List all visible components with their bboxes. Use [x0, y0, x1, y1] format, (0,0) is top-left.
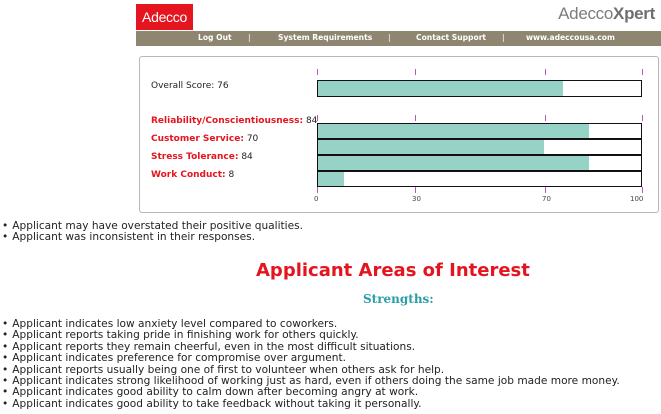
category-row — [151, 116, 317, 126]
category-label: Customer Service: — [151, 134, 244, 144]
scale-tick — [317, 187, 318, 193]
adecco-xpert-brand — [558, 4, 655, 24]
score-bar — [317, 123, 642, 139]
axis-tick-label: 100 — [630, 195, 644, 203]
strengths-list — [2, 319, 620, 410]
axis-tick-label: 0 — [314, 195, 319, 203]
validity-notes-list — [2, 221, 303, 244]
scale-tick — [642, 115, 643, 121]
top-nav-bar — [136, 31, 661, 46]
category-value: 70 — [246, 134, 259, 144]
category-row — [151, 170, 234, 180]
list-item: • Applicant reports they remain cheerful, even in the most difficult situations. — [2, 342, 620, 353]
score-bar-fill — [318, 156, 589, 170]
score-bar — [317, 171, 642, 187]
overall-score-value: 76 — [217, 81, 229, 91]
score-bar — [317, 155, 642, 171]
scale-tick — [317, 115, 318, 121]
strengths-heading: Strengths: — [363, 292, 434, 306]
list-item: • Applicant indicates good ability to take feedback without taking it personally. — [2, 399, 620, 410]
overall-score-row — [151, 81, 229, 91]
section-title: Applicant Areas of Interest — [256, 260, 530, 281]
nav-separator: | — [388, 33, 391, 42]
list-item: • Applicant indicates strong likelihood of working just as hard, even if others doing the same job made more money. — [2, 376, 620, 387]
scale-tick — [415, 187, 416, 193]
nav-log-out[interactable]: Log Out — [198, 33, 232, 42]
category-label: Work Conduct: — [151, 170, 226, 180]
nav-contact-support[interactable]: Contact Support — [416, 33, 487, 42]
adecco-logo[interactable]: Adecco — [136, 4, 193, 30]
score-bar — [317, 139, 642, 155]
brand-second: Xpert — [613, 4, 655, 23]
nav-separator: | — [248, 33, 251, 42]
score-bar-fill — [318, 81, 563, 96]
scale-tick — [545, 187, 546, 193]
score-bar-fill — [318, 172, 344, 186]
category-value: 84 — [241, 152, 253, 162]
list-item: • Applicant was inconsistent in their responses. — [2, 232, 303, 243]
list-item: • Applicant reports usually being one of first to volunteer when others ask for help. — [2, 365, 620, 376]
list-item: • Applicant indicates preference for compromise over argument. — [2, 353, 620, 364]
category-label: Stress Tolerance: — [151, 152, 239, 162]
scale-tick — [415, 69, 416, 75]
score-panel — [139, 56, 659, 213]
category-label: Reliability/Conscientiousness: — [151, 116, 304, 126]
scale-tick — [642, 69, 643, 75]
overall-score-label: Overall Score: — [151, 81, 215, 91]
list-item: • Applicant may have overstated their positive qualities. — [2, 221, 303, 232]
scale-tick — [317, 69, 318, 75]
category-value: 84 — [305, 116, 318, 126]
list-item: • Applicant indicates good ability to calm down after becoming angry at work. — [2, 387, 620, 398]
brand-first: Adecco — [558, 4, 614, 23]
nav-system-requirements[interactable]: System Requirements — [278, 33, 373, 42]
scale-tick — [545, 69, 546, 75]
list-item: • Applicant reports taking pride in finishing work for others quickly. — [2, 330, 620, 341]
nav-separator: | — [502, 33, 505, 42]
category-value: 8 — [228, 170, 235, 180]
category-row — [151, 134, 258, 144]
score-bar-fill — [318, 124, 589, 138]
scale-tick — [642, 187, 643, 193]
score-bar — [317, 80, 642, 97]
axis-tick-label: 30 — [412, 195, 421, 203]
list-item: • Applicant indicates low anxiety level compared to coworkers. — [2, 319, 620, 330]
scale-tick — [415, 115, 416, 121]
category-row — [151, 152, 253, 162]
nav-adeccousa-link[interactable]: www.adeccousa.com — [526, 33, 615, 42]
axis-tick-label: 70 — [542, 195, 551, 203]
score-bar-fill — [318, 140, 544, 154]
scale-tick — [545, 115, 546, 121]
